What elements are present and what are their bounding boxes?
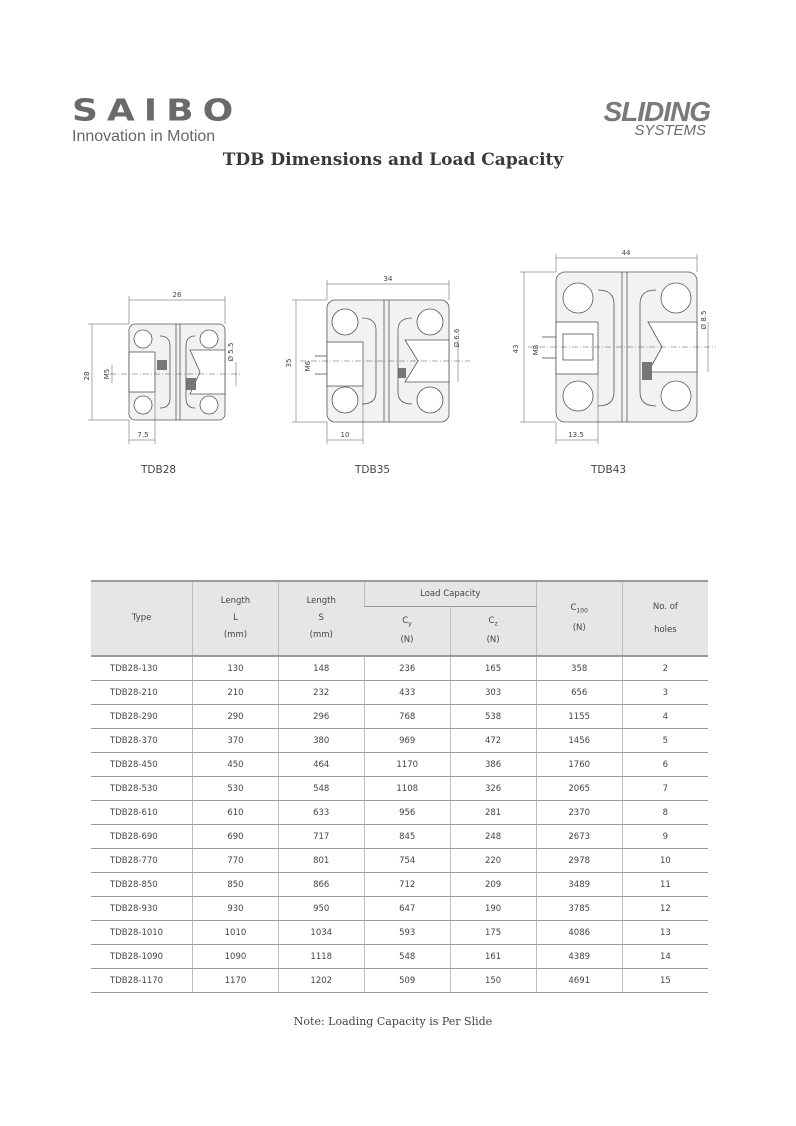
cell-holes: 5 — [622, 729, 708, 753]
page-title: TDB Dimensions and Load Capacity — [222, 150, 564, 170]
cell-holes: 15 — [622, 969, 708, 993]
tdb28-width-dim: 26 — [172, 291, 182, 299]
cell-cz: 175 — [450, 921, 536, 945]
cell-cy: 236 — [364, 656, 450, 681]
saibo-tagline: Innovation in Motion — [72, 128, 216, 145]
systems-wordmark: SYSTEMS — [634, 122, 706, 139]
cell-c100: 358 — [536, 656, 622, 681]
cell-c100: 1456 — [536, 729, 622, 753]
sliding-wordmark: SLIDING — [603, 96, 710, 127]
footnote: Note: Loading Capacity is Per Slide — [293, 1015, 493, 1028]
cell-length-s: 380 — [278, 729, 364, 753]
cell-length-s: 548 — [278, 777, 364, 801]
table-row — [91, 945, 708, 969]
cell-type: TDB28-930 — [91, 897, 193, 921]
table-row — [91, 825, 708, 849]
cell-cy: 768 — [364, 705, 450, 729]
header-type: Type — [91, 581, 193, 656]
table-row — [91, 656, 708, 681]
cell-c100: 4389 — [536, 945, 622, 969]
tdb35-thread-label: M6 — [304, 360, 312, 372]
caption-tdb43: TDB43 — [591, 464, 627, 476]
cell-cz: 161 — [450, 945, 536, 969]
cell-holes: 10 — [622, 849, 708, 873]
cell-c100: 1155 — [536, 705, 622, 729]
cell-cz: 190 — [450, 897, 536, 921]
cell-length-s: 296 — [278, 705, 364, 729]
cell-c100: 2370 — [536, 801, 622, 825]
cell-c100: 4691 — [536, 969, 622, 993]
technical-drawings — [0, 240, 796, 500]
tdb43-width-dim: 44 — [621, 249, 631, 257]
cell-holes: 3 — [622, 681, 708, 705]
cell-holes: 6 — [622, 753, 708, 777]
cell-cz: 209 — [450, 873, 536, 897]
cell-cy: 956 — [364, 801, 450, 825]
cell-cy: 969 — [364, 729, 450, 753]
cell-c100: 1760 — [536, 753, 622, 777]
cell-type: TDB28-610 — [91, 801, 193, 825]
cell-type: TDB28-1170 — [91, 969, 193, 993]
cell-length-s: 1118 — [278, 945, 364, 969]
cell-cz: 538 — [450, 705, 536, 729]
table-row — [91, 873, 708, 897]
cell-length-s: 866 — [278, 873, 364, 897]
cell-holes: 4 — [622, 705, 708, 729]
cell-length-l: 610 — [193, 801, 278, 825]
cell-cz: 386 — [450, 753, 536, 777]
cell-c100: 3489 — [536, 873, 622, 897]
tdb28-offset-dim: 7.5 — [137, 431, 149, 439]
cell-holes: 7 — [622, 777, 708, 801]
cell-length-s: 717 — [278, 825, 364, 849]
tdb43-hole-dia: Ø 8.5 — [700, 310, 708, 330]
cell-length-s: 950 — [278, 897, 364, 921]
cell-length-s: 633 — [278, 801, 364, 825]
table-row — [91, 777, 708, 801]
tdb28-thread-label: M5 — [103, 368, 111, 380]
cell-type: TDB28-370 — [91, 729, 193, 753]
cell-c100: 2673 — [536, 825, 622, 849]
header-length-l: Length L (mm) — [193, 581, 278, 656]
table-row — [91, 729, 708, 753]
cell-cy: 1170 — [364, 753, 450, 777]
cell-length-l: 930 — [193, 897, 278, 921]
cell-length-s: 148 — [278, 656, 364, 681]
table-row — [91, 969, 708, 993]
cell-cz: 281 — [450, 801, 536, 825]
cell-cz: 472 — [450, 729, 536, 753]
tdb28-hole-dia: Ø 5.5 — [227, 342, 235, 362]
tdb43-offset-dim: 13.5 — [568, 431, 584, 439]
tdb43-thread-label: M8 — [532, 344, 540, 356]
cell-holes: 12 — [622, 897, 708, 921]
cell-holes: 13 — [622, 921, 708, 945]
cell-cy: 647 — [364, 897, 450, 921]
cell-length-l: 690 — [193, 825, 278, 849]
cell-cz: 326 — [450, 777, 536, 801]
table-row — [91, 849, 708, 873]
cell-length-s: 1034 — [278, 921, 364, 945]
cell-type: TDB28-450 — [91, 753, 193, 777]
cell-cy: 593 — [364, 921, 450, 945]
tdb28-height-dim: 28 — [83, 371, 91, 381]
cell-cz: 248 — [450, 825, 536, 849]
cell-length-s: 801 — [278, 849, 364, 873]
table-row — [91, 801, 708, 825]
saibo-wordmark: SAIBO — [72, 93, 243, 129]
cell-c100: 2065 — [536, 777, 622, 801]
table-row — [91, 705, 708, 729]
cell-cy: 754 — [364, 849, 450, 873]
cell-holes: 9 — [622, 825, 708, 849]
table-row — [91, 753, 708, 777]
cell-holes: 14 — [622, 945, 708, 969]
caption-tdb28: TDB28 — [141, 464, 177, 476]
header-cy: $C_y$ (N) — [364, 607, 450, 657]
cell-c100: 4086 — [536, 921, 622, 945]
cell-cz: 150 — [450, 969, 536, 993]
cell-cy: 712 — [364, 873, 450, 897]
cell-length-l: 450 — [193, 753, 278, 777]
cell-cz: 220 — [450, 849, 536, 873]
cell-type: TDB28-210 — [91, 681, 193, 705]
cell-holes: 2 — [622, 656, 708, 681]
drawing-tdb43 — [520, 254, 716, 444]
cell-cy: 1108 — [364, 777, 450, 801]
header-c100: $C_{100}$ (N) — [536, 581, 622, 656]
table-row — [91, 921, 708, 945]
tdb35-hole-dia: Ø 6.6 — [453, 328, 461, 348]
caption-tdb35: TDB35 — [355, 464, 391, 476]
sliding-systems-logo — [540, 98, 710, 139]
cell-holes: 8 — [622, 801, 708, 825]
header-cz: $C_z$ (N) — [450, 607, 536, 657]
cell-length-l: 370 — [193, 729, 278, 753]
cell-length-l: 290 — [193, 705, 278, 729]
cell-length-l: 1010 — [193, 921, 278, 945]
cell-length-l: 130 — [193, 656, 278, 681]
cell-c100: 656 — [536, 681, 622, 705]
cell-cy: 433 — [364, 681, 450, 705]
cell-length-s: 1202 — [278, 969, 364, 993]
cell-type: TDB28-290 — [91, 705, 193, 729]
cell-type: TDB28-850 — [91, 873, 193, 897]
tdb35-offset-dim: 10 — [340, 431, 350, 439]
cell-length-l: 1090 — [193, 945, 278, 969]
specs-table — [91, 580, 708, 993]
cell-length-s: 232 — [278, 681, 364, 705]
saibo-logo — [72, 93, 252, 146]
cell-type: TDB28-690 — [91, 825, 193, 849]
cell-cy: 845 — [364, 825, 450, 849]
cell-cy: 509 — [364, 969, 450, 993]
cell-type: TDB28-1010 — [91, 921, 193, 945]
cell-c100: 2978 — [536, 849, 622, 873]
cell-length-l: 210 — [193, 681, 278, 705]
tdb35-height-dim: 35 — [285, 358, 293, 368]
cell-length-s: 464 — [278, 753, 364, 777]
tdb43-height-dim: 43 — [512, 344, 520, 354]
header-length-s: Length S (mm) — [278, 581, 364, 656]
cell-cz: 303 — [450, 681, 536, 705]
tdb35-width-dim: 34 — [383, 275, 393, 283]
cell-length-l: 770 — [193, 849, 278, 873]
cell-type: TDB28-770 — [91, 849, 193, 873]
cell-type: TDB28-130 — [91, 656, 193, 681]
table-row — [91, 897, 708, 921]
cell-length-l: 530 — [193, 777, 278, 801]
cell-holes: 11 — [622, 873, 708, 897]
cell-cy: 548 — [364, 945, 450, 969]
cell-length-l: 1170 — [193, 969, 278, 993]
cell-type: TDB28-530 — [91, 777, 193, 801]
header-holes: No. of holes — [622, 581, 708, 656]
header-load-capacity: Load Capacity — [364, 581, 536, 607]
cell-c100: 3785 — [536, 897, 622, 921]
drawing-tdb35 — [292, 280, 470, 444]
cell-length-l: 850 — [193, 873, 278, 897]
cell-type: TDB28-1090 — [91, 945, 193, 969]
cell-cz: 165 — [450, 656, 536, 681]
table-row — [91, 681, 708, 705]
